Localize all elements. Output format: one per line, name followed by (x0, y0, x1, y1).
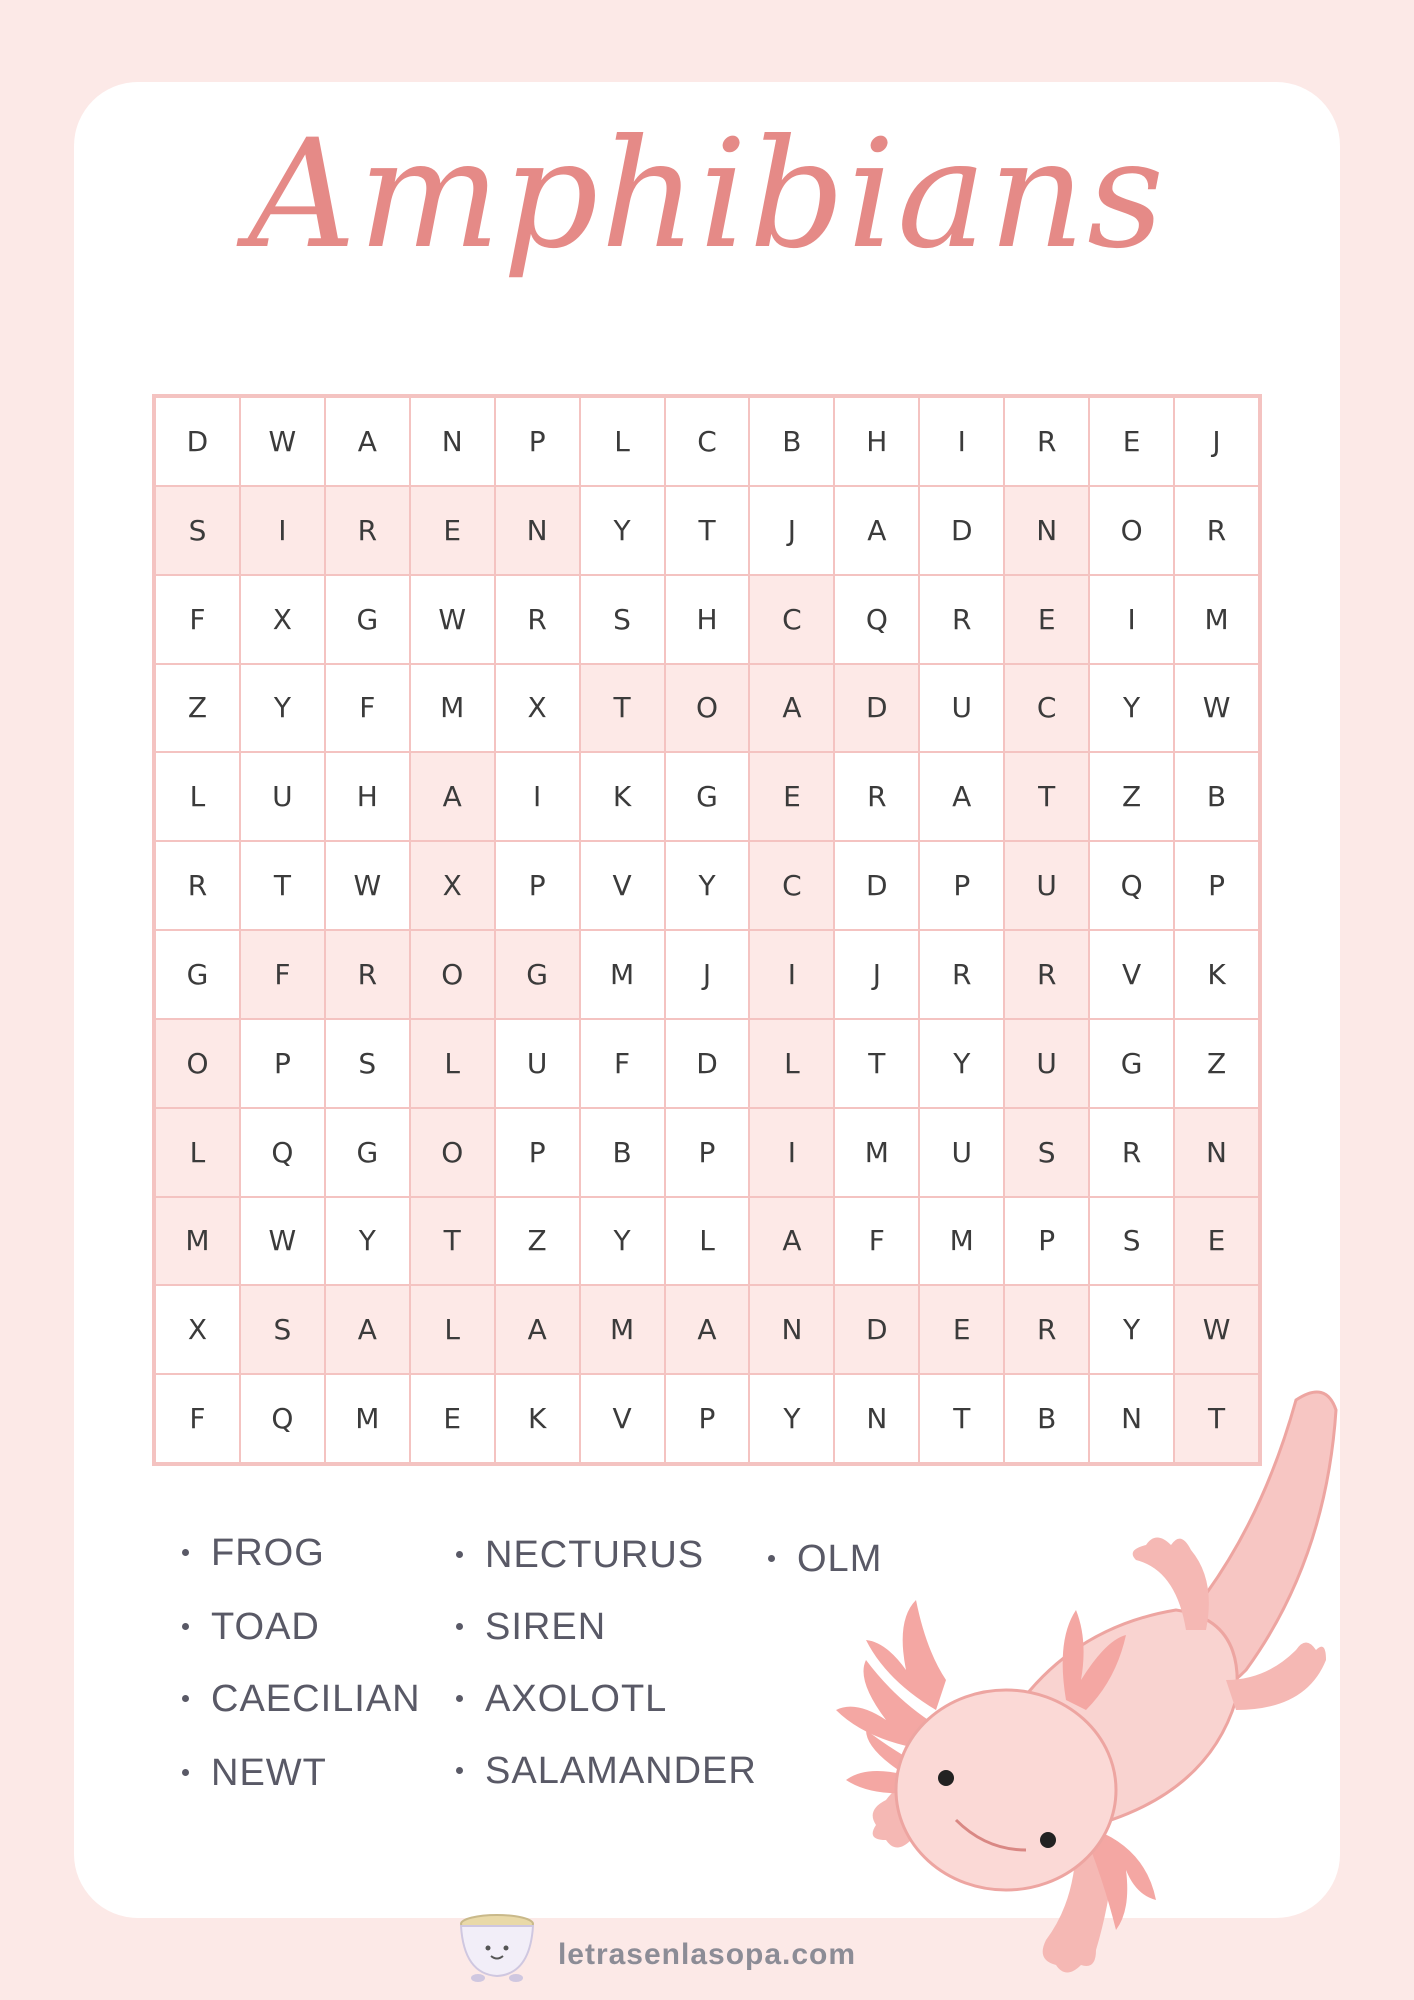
footer-website: letrasenlasopa.com (557, 1938, 857, 1971)
word-label: AXOLOTL (485, 1678, 668, 1720)
grid-cell: E (411, 1375, 494, 1462)
grid-cell: D (156, 398, 239, 485)
grid-cell: O (411, 931, 494, 1018)
grid-cell: P (666, 1109, 749, 1196)
grid-cell: Z (156, 665, 239, 752)
grid-cell: I (1090, 576, 1173, 663)
grid-cell: M (411, 665, 494, 752)
axolotl-illustration-icon (826, 1380, 1386, 2000)
grid-cell: P (496, 398, 579, 485)
word-label: SIREN (485, 1606, 607, 1648)
grid-cell: K (1175, 931, 1258, 1018)
grid-cell: L (411, 1286, 494, 1373)
grid-cell: E (1090, 398, 1173, 485)
grid-cell: P (241, 1020, 324, 1107)
word-label: TOAD (211, 1606, 320, 1648)
grid-cell: Y (750, 1375, 833, 1462)
grid-cell: J (1175, 398, 1258, 485)
grid-cell: O (666, 665, 749, 752)
grid-cell: S (1090, 1198, 1173, 1285)
grid-cell: L (666, 1198, 749, 1285)
grid-cell: Z (1175, 1020, 1258, 1107)
grid-cell: I (496, 753, 579, 840)
grid-cell: Y (1090, 665, 1173, 752)
grid-cell: X (241, 576, 324, 663)
grid-cell: R (1005, 398, 1088, 485)
grid-cell: Z (496, 1198, 579, 1285)
word-label: FROG (211, 1532, 325, 1574)
grid-cell: H (326, 753, 409, 840)
grid-cell: N (835, 1375, 918, 1462)
grid-cell: S (1005, 1109, 1088, 1196)
grid-cell: Y (581, 1198, 664, 1285)
grid-cell: W (241, 398, 324, 485)
bullet-icon (456, 1695, 463, 1702)
grid-cell: D (835, 665, 918, 752)
grid-cell: A (411, 753, 494, 840)
grid-cell: N (750, 1286, 833, 1373)
grid-cell: K (496, 1375, 579, 1462)
grid-cell: Q (241, 1109, 324, 1196)
grid-cell: Q (241, 1375, 324, 1462)
grid-cell: A (750, 1198, 833, 1285)
grid-cell: O (411, 1109, 494, 1196)
grid-cell: F (241, 931, 324, 1018)
grid-cell: Q (1090, 842, 1173, 929)
grid-cell: R (1005, 931, 1088, 1018)
grid-cell: X (496, 665, 579, 752)
grid-cell: P (496, 842, 579, 929)
grid-cell: M (581, 931, 664, 1018)
grid-cell: V (1090, 931, 1173, 1018)
grid-cell: D (835, 1286, 918, 1373)
word-list-item (182, 1678, 421, 1721)
grid-cell: L (411, 1020, 494, 1107)
grid-cell: M (156, 1198, 239, 1285)
bullet-icon (182, 1549, 189, 1556)
grid-cell: F (156, 1375, 239, 1462)
grid-cell: L (581, 398, 664, 485)
grid-cell: Q (835, 576, 918, 663)
grid-cell: B (1005, 1375, 1088, 1462)
grid-cell: T (581, 665, 664, 752)
grid-cell: F (326, 665, 409, 752)
grid-cell: U (496, 1020, 579, 1107)
grid-cell: Z (1090, 753, 1173, 840)
grid-cell: M (835, 1109, 918, 1196)
grid-cell: U (920, 665, 1003, 752)
grid-cell: G (156, 931, 239, 1018)
grid-cell: E (920, 1286, 1003, 1373)
word-list-item (456, 1534, 704, 1577)
word-label: NEWT (211, 1752, 327, 1794)
grid-cell: B (750, 398, 833, 485)
grid-cell: N (1090, 1375, 1173, 1462)
grid-cell: C (1005, 665, 1088, 752)
grid-cell: K (581, 753, 664, 840)
grid-cell: T (241, 842, 324, 929)
grid-cell: P (666, 1375, 749, 1462)
grid-cell: F (156, 576, 239, 663)
grid-cell: T (411, 1198, 494, 1285)
grid-cell: P (920, 842, 1003, 929)
grid-cell: R (920, 931, 1003, 1018)
bullet-icon (182, 1623, 189, 1630)
grid-cell: M (920, 1198, 1003, 1285)
grid-cell: N (411, 398, 494, 485)
word-list-item (182, 1532, 325, 1575)
grid-cell: A (496, 1286, 579, 1373)
grid-cell: R (835, 753, 918, 840)
grid-cell: G (666, 753, 749, 840)
word-list-item (456, 1606, 606, 1649)
grid-cell: A (750, 665, 833, 752)
grid-cell: G (326, 576, 409, 663)
grid-cell: J (750, 487, 833, 574)
grid-cell: R (1090, 1109, 1173, 1196)
grid-cell: T (1005, 753, 1088, 840)
word-list-item (456, 1750, 757, 1793)
grid-cell: I (241, 487, 324, 574)
grid-cell: F (835, 1198, 918, 1285)
grid-cell: U (1005, 842, 1088, 929)
grid-cell: S (581, 576, 664, 663)
word-label: SALAMANDER (485, 1750, 757, 1792)
grid-cell: I (920, 398, 1003, 485)
word-label: CAECILIAN (211, 1678, 421, 1720)
grid-cell: R (156, 842, 239, 929)
grid-cell: W (1175, 1286, 1258, 1373)
grid-cell: A (326, 1286, 409, 1373)
grid-cell: J (666, 931, 749, 1018)
grid-cell: Y (241, 665, 324, 752)
grid-cell: G (496, 931, 579, 1018)
bullet-icon (182, 1769, 189, 1776)
word-search-grid (152, 394, 1262, 1466)
grid-cell: C (750, 576, 833, 663)
grid-cell: A (835, 487, 918, 574)
grid-cell: G (1090, 1020, 1173, 1107)
grid-cell: E (750, 753, 833, 840)
grid-cell: I (750, 1109, 833, 1196)
grid-cell: M (1175, 576, 1258, 663)
word-label: NECTURUS (485, 1534, 705, 1576)
grid-cell: T (835, 1020, 918, 1107)
grid-cell: W (326, 842, 409, 929)
grid-cell: Y (581, 487, 664, 574)
grid-cell: E (1175, 1198, 1258, 1285)
grid-cell: J (835, 931, 918, 1018)
grid-cell: R (920, 576, 1003, 663)
grid-cell: B (1175, 753, 1258, 840)
grid-cell: H (666, 576, 749, 663)
grid-cell: H (835, 398, 918, 485)
grid-cell: L (156, 753, 239, 840)
grid-cell: S (156, 487, 239, 574)
bullet-icon (182, 1695, 189, 1702)
grid-cell: E (411, 487, 494, 574)
grid-cell: R (1005, 1286, 1088, 1373)
grid-cell: D (835, 842, 918, 929)
grid-cell: R (326, 487, 409, 574)
grid-cell: U (1005, 1020, 1088, 1107)
word-list-item (182, 1752, 327, 1795)
grid-cell: C (750, 842, 833, 929)
grid-cell: M (581, 1286, 664, 1373)
grid-cell: L (156, 1109, 239, 1196)
bullet-icon (456, 1623, 463, 1630)
grid-cell: M (326, 1375, 409, 1462)
grid-cell: A (920, 753, 1003, 840)
grid-cell: X (156, 1286, 239, 1373)
grid-cell: W (411, 576, 494, 663)
grid-cell: N (496, 487, 579, 574)
grid-cell: N (1175, 1109, 1258, 1196)
grid-cell: O (1090, 487, 1173, 574)
grid-cell: D (920, 487, 1003, 574)
page-title: Amphibians (247, 108, 1167, 282)
grid-cell: X (411, 842, 494, 929)
grid-cell: T (666, 487, 749, 574)
word-list-item (182, 1606, 320, 1649)
grid-cell: A (326, 398, 409, 485)
word-label: OLM (797, 1538, 883, 1580)
grid-cell: S (241, 1286, 324, 1373)
grid-cell: Y (666, 842, 749, 929)
grid-cell: A (666, 1286, 749, 1373)
grid-cell: N (1005, 487, 1088, 574)
grid-cell: Y (920, 1020, 1003, 1107)
bullet-icon (456, 1551, 463, 1558)
grid-cell: D (666, 1020, 749, 1107)
grid-cell: V (581, 842, 664, 929)
grid-cell: L (750, 1020, 833, 1107)
bullet-icon (456, 1767, 463, 1774)
grid-cell: U (241, 753, 324, 840)
grid-cell: E (1005, 576, 1088, 663)
grid-cell: R (1175, 487, 1258, 574)
grid-cell: P (1005, 1198, 1088, 1285)
grid-cell: G (326, 1109, 409, 1196)
grid-cell: Y (1090, 1286, 1173, 1373)
grid-cell: T (920, 1375, 1003, 1462)
grid-cell: Y (326, 1198, 409, 1285)
grid-cell: P (496, 1109, 579, 1196)
grid-cell: O (156, 1020, 239, 1107)
grid-cell: R (496, 576, 579, 663)
grid-cell: B (581, 1109, 664, 1196)
grid-cell: F (581, 1020, 664, 1107)
grid-cell: I (750, 931, 833, 1018)
word-list-item (456, 1678, 667, 1721)
grid-cell: S (326, 1020, 409, 1107)
grid-cell: W (241, 1198, 324, 1285)
grid-cell: P (1175, 842, 1258, 929)
bullet-icon (768, 1555, 775, 1562)
grid-cell: R (326, 931, 409, 1018)
grid-cell: W (1175, 665, 1258, 752)
grid-cell: U (920, 1109, 1003, 1196)
grid-cell: V (581, 1375, 664, 1462)
grid-cell: C (666, 398, 749, 485)
grid-cell: T (1175, 1375, 1258, 1462)
